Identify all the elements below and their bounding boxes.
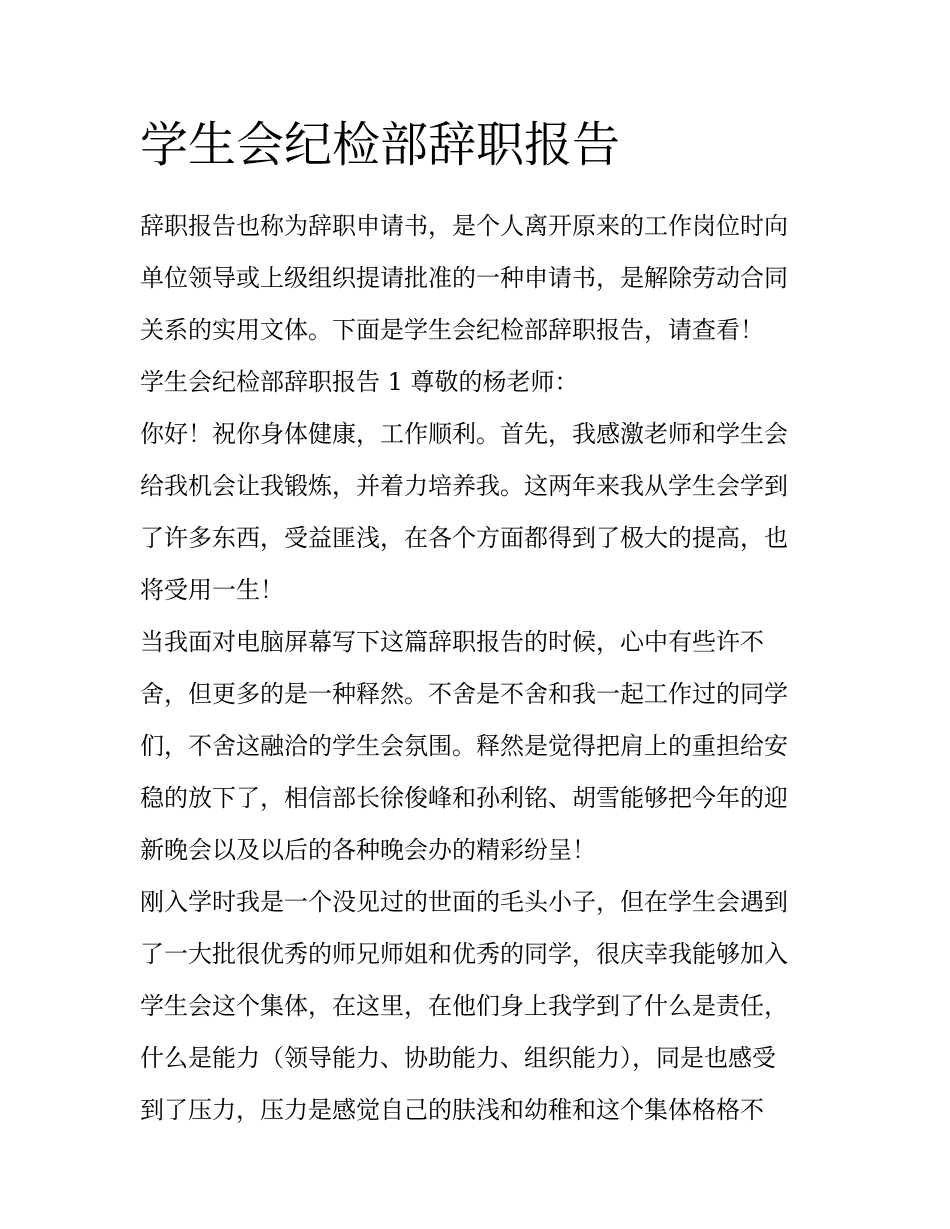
body-line: 稳的放下了，相信部长徐俊峰和孙利铭、胡雪能够把今年的迎 [140,784,788,812]
body-line: 当我面对电脑屏幕写下这篇辞职报告的时候，心中有些许不 [140,628,764,656]
document-title: 学生会纪检部辞职报告 [140,117,621,173]
body-line: 关系的实用文体。下面是学生会纪检部辞职报告，请查看！ [140,316,764,344]
body-line: 刚入学时我是一个没见过的世面的毛头小子，但在学生会遇到 [140,888,788,916]
document-body [140,200,840,1136]
body-line: 了许多东西，受益匪浅，在各个方面都得到了极大的提高，也 [140,524,788,552]
body-line: 给我机会让我锻炼，并着力培养我。这两年来我从学生会学到 [140,472,788,500]
body-line: 了一大批很优秀的师兄师姐和优秀的同学，很庆幸我能够加入 [140,940,788,968]
body-line: 学生会这个集体，在这里，在他们身上我学到了什么是责任， [140,992,788,1020]
body-line: 们，不舍这融洽的学生会氛围。释然是觉得把肩上的重担给安 [140,732,788,760]
body-line: 将受用一生！ [140,576,284,604]
body-line: 舍，但更多的是一种释然。不舍是不舍和我一起工作过的同学 [140,680,788,708]
body-line: 辞职报告也称为辞职申请书，是个人离开原来的工作岗位时向 [140,212,788,240]
body-line: 学生会纪检部辞职报告 1 尊敬的杨老师： [140,368,579,396]
body-line: 单位领导或上级组织提请批准的一种申请书，是解除劳动合同 [140,264,788,292]
body-line: 到了压力，压力是感觉自己的肤浅和幼稚和这个集体格格不 [140,1096,764,1124]
body-line: 新晚会以及以后的各种晚会办的精彩纷呈！ [140,836,596,864]
body-line: 你好！祝你身体健康，工作顺利。首先，我感激老师和学生会 [140,420,788,448]
body-line: 什么是能力（领导能力、协助能力、组织能力），同是也感受 [140,1044,776,1072]
